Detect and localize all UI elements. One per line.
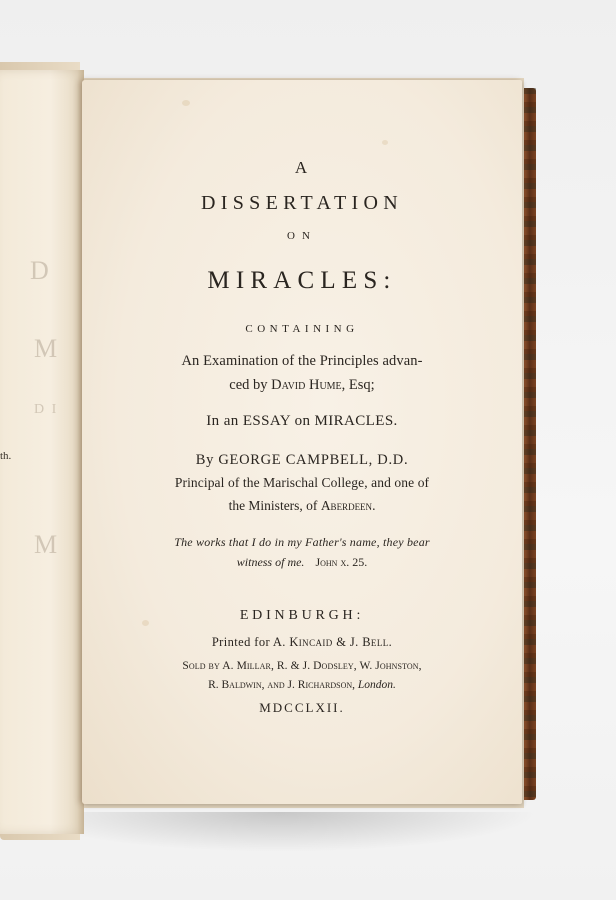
foxing-spot bbox=[382, 140, 388, 145]
printer-amp: & J. bbox=[336, 635, 359, 649]
left-page-fragment: th. bbox=[0, 450, 12, 462]
printed-for-text: Printed for A. bbox=[211, 635, 286, 649]
title-miracles: MIRACLES: bbox=[207, 267, 397, 294]
foxing-spot bbox=[182, 100, 190, 106]
sold-by-names: R. Baldwin, and J. Richardson, bbox=[208, 679, 356, 691]
table-shadow bbox=[20, 812, 540, 852]
title-on: ON bbox=[287, 230, 317, 242]
title-article: A bbox=[294, 158, 310, 177]
printer-period: . bbox=[388, 635, 393, 649]
show-through-text: M bbox=[34, 530, 60, 559]
show-through-text: D I bbox=[34, 402, 59, 417]
subtitle-hume-name: David Hume bbox=[271, 377, 342, 393]
essay-line: In an ESSAY on MIRACLES. bbox=[206, 413, 398, 429]
show-through-text: D bbox=[30, 256, 51, 285]
ministers-place: Aberdeen bbox=[320, 498, 373, 513]
imprint-city: EDINBURGH: bbox=[239, 608, 365, 623]
motto-line-1: The works that I do in my Father's name, they bear bbox=[174, 535, 430, 549]
title-page bbox=[82, 80, 522, 804]
subtitle-line-1: An Examination of the Principles advan- bbox=[181, 353, 423, 369]
subtitle-text: ced by bbox=[229, 377, 268, 393]
show-through-text: M bbox=[34, 334, 60, 363]
title-dissertation: DISSERTATION bbox=[201, 192, 403, 214]
motto-line-2 bbox=[82, 555, 522, 570]
ministers-period: . bbox=[372, 498, 376, 513]
imprint-sold-line-1: Sold by A. Millar, R. & J. Dodsley, W. Johnston, bbox=[182, 660, 422, 672]
motto-reference: John x. 25. bbox=[315, 555, 368, 569]
motto-text: witness of me. bbox=[236, 555, 305, 569]
author-credential-line: Principal of the Marischal College, and one of bbox=[174, 475, 430, 490]
imprint-sold-line-2 bbox=[82, 679, 522, 691]
sold-city: London. bbox=[357, 679, 396, 691]
ministers-text: the Ministers, of bbox=[228, 498, 318, 513]
printer-bell: Bell bbox=[362, 635, 389, 649]
printer-kincaid: Kincaid bbox=[289, 635, 333, 649]
imprint-date: MDCCLXII. bbox=[259, 700, 345, 715]
imprint-printed-for bbox=[82, 635, 522, 650]
subtitle-line-2 bbox=[82, 377, 522, 394]
containing-label: CONTAINING bbox=[245, 323, 359, 335]
subtitle-esq: , Esq; bbox=[341, 377, 375, 393]
author-ministers-line bbox=[82, 498, 522, 514]
left-page bbox=[0, 70, 84, 834]
author-line: By GEORGE CAMPBELL, D.D. bbox=[195, 452, 409, 468]
